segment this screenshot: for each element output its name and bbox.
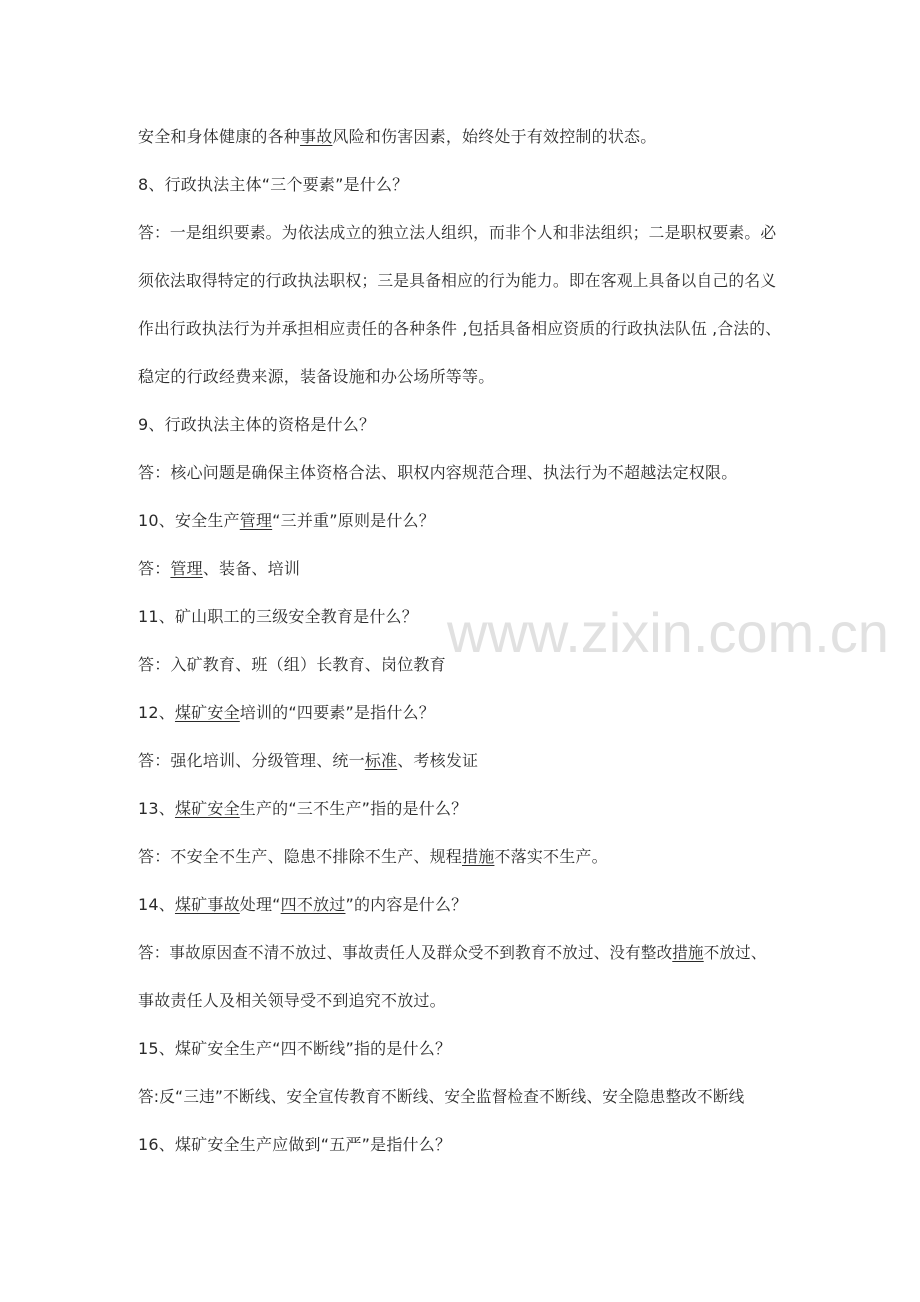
text-line [138,1086,782,1108]
underlined-term: 煤矿安全 [174,799,240,818]
text-segment: 13、 [138,799,175,818]
text-line [138,414,798,436]
text-segment: 8、行政执法主体“三个要素”是什么？ [138,175,409,194]
text-segment: 、考核发证 [397,751,479,770]
underlined-term: 措施 [672,943,704,962]
text-segment: 须依法取得特定的行政执法职权；三是具备相应的行为能力。即在客观上具备以自己的名义 [138,271,777,290]
text-segment: 16、煤矿安全生产应做到“五严”是指什么？ [138,1135,452,1154]
text-segment: 9、行政执法主体的资格是什么？ [138,415,376,434]
underlined-term: 煤矿事故 [174,895,240,914]
underlined-term: 措施 [462,847,495,866]
text-segment: 答：事故原因查不清不放过、事故责任人及群众受不到教育不放过、没有整改 [138,943,673,962]
text-line [138,126,798,148]
text-segment: 生产的“三不生产”指的是什么？ [239,799,468,818]
text-segment: 答:反“三违”不断线、安全宣传教育不断线、安全监督检查不断线、安全隐患整改不断线 [138,1087,745,1106]
text-segment: “三并重”原则是什么？ [272,511,435,530]
text-line [138,270,788,292]
text-line [138,894,798,916]
text-segment: 不落实不生产。 [494,847,608,866]
text-segment: 10、安全生产 [138,511,240,530]
text-line [138,606,798,628]
text-line [138,798,798,820]
text-line [138,846,798,868]
text-line [138,702,798,724]
text-segment: 安全和身体健康的各种 [138,127,301,146]
underlined-term: 管理 [170,559,203,578]
text-segment: 稳定的行政经费来源，装备设施和办公场所等等。 [138,367,495,386]
text-segment: 答：不安全不生产、隐患不排除不生产、规程 [138,847,463,866]
text-line [138,558,798,580]
text-segment: 答：核心问题是确保主体资格合法、职权内容规范合理、执法行为不超越法定权限。 [138,463,738,482]
text-segment: 培训的“四要素”是指什么？ [239,703,435,722]
text-segment: 事故责任人及相关领导受不到追究不放过。 [138,991,446,1010]
text-line [138,942,778,964]
text-line [138,1134,798,1156]
text-segment: 答： [138,559,171,578]
underlined-term: 标准 [364,751,398,770]
underlined-term: 煤矿安全 [174,703,240,722]
watermark: www.zixin.com.cn [447,601,889,664]
text-segment: ”的内容是什么？ [345,895,468,914]
text-line [138,750,798,772]
text-segment: 12、 [138,703,175,722]
text-segment: 作出行政执法行为并承担相应责任的各种条件 ,包括具备相应资质的行政执法队伍 ,合法的、 [138,319,782,338]
text-segment: 答：入矿教育、班（组）长教育、岗位教育 [138,655,446,674]
text-segment: 答：强化培训、分级管理、统一 [138,751,365,770]
underlined-term: 四不放过 [280,895,346,914]
text-line [138,222,788,244]
text-segment: 11、矿山职工的三级安全教育是什么？ [138,607,418,626]
text-segment: 不放过、 [703,943,767,962]
text-line [138,1038,798,1060]
text-segment: 处理“ [239,895,281,914]
text-segment: 14、 [138,895,175,914]
text-line [138,990,798,1012]
text-line [138,510,798,532]
text-line [138,654,798,676]
text-line [138,174,798,196]
text-line [138,366,798,388]
text-segment: 15、煤矿安全生产“四不断线”指的是什么？ [138,1039,452,1058]
text-segment: 、装备、培训 [202,559,301,578]
text-line [138,462,798,484]
underlined-term: 事故 [300,127,333,146]
underlined-term: 管理 [239,511,273,530]
text-segment: 风险和伤害因素，始终处于有效控制的状态。 [332,127,657,146]
text-segment: 答：一是组织要素。为依法成立的独立法人组织，而非个人和非法组织；二是职权要素。必 [138,223,777,242]
text-line [138,318,788,340]
